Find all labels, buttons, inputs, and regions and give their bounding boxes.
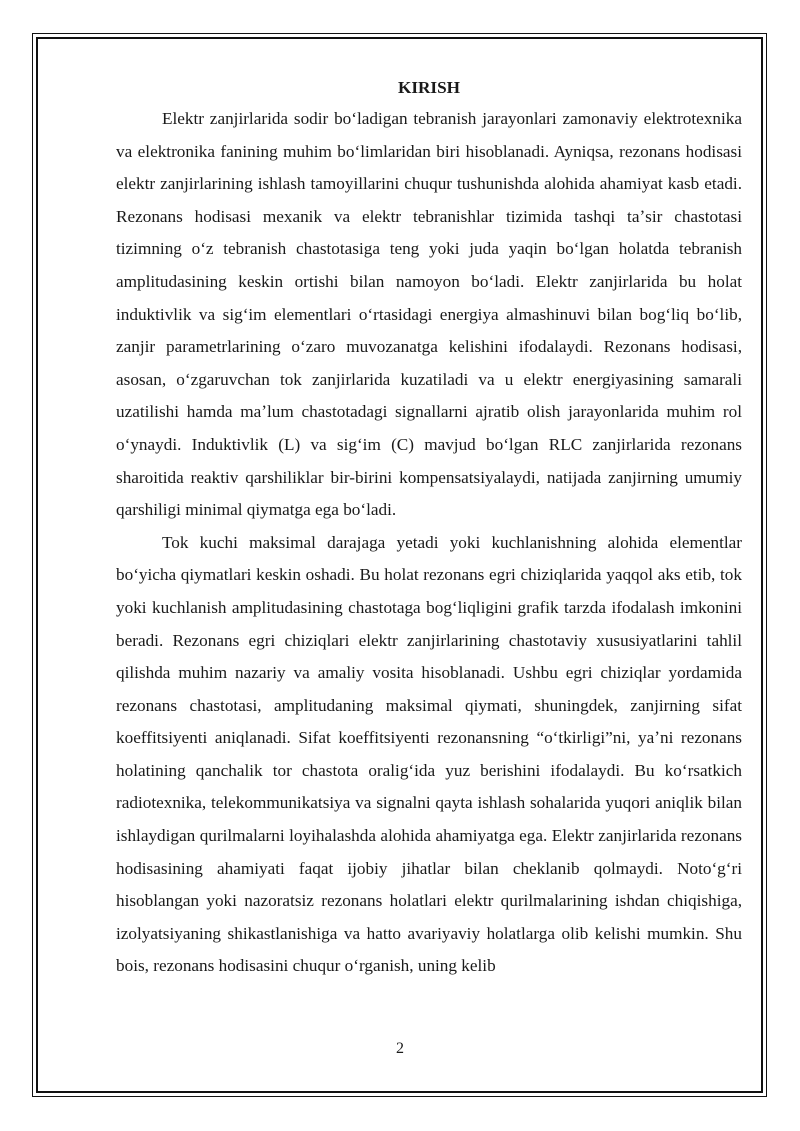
paragraph-1: Elektr zanjirlarida sodir boʻladigan tebranish jarayonlari zamonaviy elektrotexnika va elektronika fanining muhim boʻlimlaridan biri hisoblanadi. Ayniqsa, rezonans hodisasi elektr zanjirlarining ishlash tamoyillarini chuqur tushunishda alohida ahamiyat kasb etadi. Rezonans hodisasi mexanik va elektr tebranishlar tizimida tashqi taʼsir chastotasi tizimning oʻz tebranish chastotasiga teng yoki juda yaqin boʻlgan holatda tebranish amplitudasining keskin ortishi bilan namoyon boʻladi. Elektr zanjirlarida bu holat induktivlik va sigʻim elementlari oʻrtasidagi energiya almashinuvi bilan bogʻliq boʻlib, zanjir parametrlarining oʻzaro muvozanatga kelishini ifodalaydi. Rezonans hodisasi, asosan, oʻzgaruvchan tok zanjirlarida kuzatiladi va u elektr energiyasining samarali uzatilishi hamda maʼlum chastotadagi signallarni ajratib olish jarayonlarida muhim rol oʻynaydi. Induktivlik (L) va sigʻim (C) mavjud boʻlgan RLC zanjirlarida rezonans sharoitida reaktiv qarshiliklar bir-birini kompensatsiyalaydi, natijada zanjirning umumiy qarshiligi minimal qiymatga ega boʻladi. <box>116 109 742 520</box>
section-title: KIRISH <box>397 78 461 97</box>
paragraph-2: Tok kuchi maksimal darajaga yetadi yoki kuchlanishning alohida elementlar boʻyicha qiymatlari keskin oshadi. Bu holat rezonans egri chiziqlarida yaqqol aks etib, tok yoki kuchlanish amplitudasining chastotaga bogʻliqligini grafik tarzda ifodalash imkonini beradi. Rezonans egri chiziqlari elektr zanjirlarining chastotaviy xususiyatlarini tahlil qilishda muhim nazariy va amaliy vosita hisoblanadi. Ushbu egri chiziqlar yordamida rezonans chastotasi, amplitudaning maksimal qiymati, shuningdek, zanjirning sifat koeffitsiyenti aniqlanadi. Sifat koeffitsiyenti rezonansning “oʻtkirligi”ni, yaʼni rezonans holatining qanchalik tor chastota oraligʻida yuz berishini ifodalaydi. Bu koʻrsatkich radiotexnika, telekommunikatsiya va signalni qayta ishlash sohalarida yuqori aniqlik bilan ishlaydigan qurilmalarni loyihalashda alohida ahamiyatga ega. Elektr zanjirlarida rezonans hodisasining ahamiyati faqat ijobiy jihatlar bilan cheklanib qolmaydi. Notoʻgʻri hisoblangan yoki nazoratsiz rezonans holatlari elektr qurilmalarining ishdan chiqishiga, izolyatsiyaning shikastlanishiga va hatto avariyaviy holatlarga olib kelishi mumkin. Shu bois, rezonans hodisasini chuqur oʻrganish, uning kelib <box>116 532 742 976</box>
document-body <box>116 73 742 983</box>
page-number: 2 <box>396 1040 404 1057</box>
